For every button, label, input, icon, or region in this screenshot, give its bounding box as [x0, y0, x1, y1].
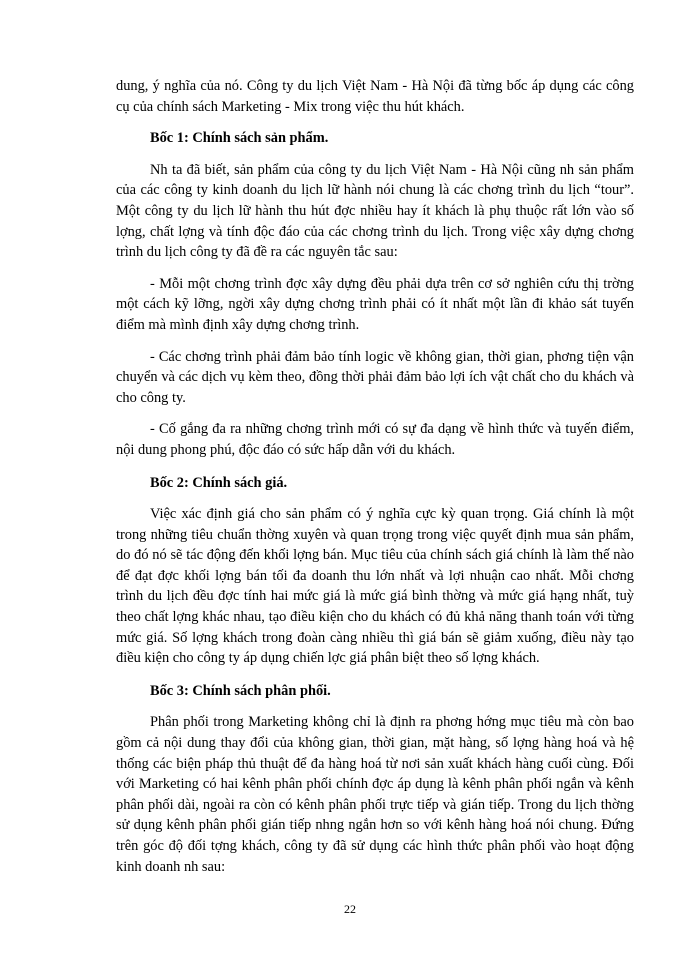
paragraph-intro-continued: dung, ý nghĩa của nó. Công ty du lịch Việt Nam - Hà Nội đã từng bốc áp dụng các công cụ của chính sách Marketing - Mix trong việc thu hút khách.	[116, 78, 634, 115]
paragraph-price-policy: Việc xác định giá cho sản phẩm có ý nghĩa cực kỳ quan trọng. Giá chính là một trong những tiêu chuẩn thờng xuyên và quan trọng trong việc quyết định mua sản phẩm, do đó nó sẽ tác động đến khối lợng bán. Mục tiêu của chính sách giá chính là làm thế nào để đạt đợc khối lợng bán tối đa doanh thu lớn nhất và lợi nhuận cao nhất. Mỗi chơng trình du lịch đều đợc tính hai mức giá là mức giá bình thờng và mức giá hạng nhất, tuỳ theo chất lợng khác nhau, tạo điều kiện cho du khách có đủ khả năng thanh toán với từng mức giá. Số lợng khách trong đoàn càng nhiều thì giá bán sẽ giảm xuống, điều này tạo điều kiện cho công ty áp dụng chiến lợc giá phân biệt theo số lợng khách.	[116, 506, 634, 667]
bullet-new-programs: - Cố gắng đa ra những chơng trình mới có sự đa dạng về hình thức và tuyến điểm, nội dung phong phú, độc đáo có sức hấp dẫn với du khách.	[116, 421, 634, 458]
heading-step-3-distribution-policy: Bốc 3: Chính sách phân phối.	[150, 682, 331, 699]
paragraph-distribution-policy: Phân phối trong Marketing không chỉ là định ra phơng hớng mục tiêu mà còn bao gồm cả nội dung thay đổi của không gian, thời gian, mặt hàng, số lợng hàng hoá và hệ thống các biện pháp thủ thuật để đa hàng hoá từ nơi sản xuất khách hàng cuối cùng. Đối với Marketing có hai kênh phân phối chính đợc áp dụng là kênh phân phối ngắn và kênh phân phối dài, ngoài ra còn có kênh phân phối trực tiếp và gián tiếp. Trong du lịch thờng sử dụng kênh phân phối gián tiếp nhng ngắn hơn so với kênh hàng hoá nói chung. Đứng trên góc độ đối tợng khách, công ty đã sử dụng các hình thức phân phối vào hoạt động kinh doanh nh sau:	[116, 714, 634, 875]
bullet-market-research: - Mỗi một chơng trình đợc xây dựng đều phải dựa trên cơ sở nghiên cứu thị trờng một cách kỹ lỡng, ngời xây dựng chơng trình phải có ít nhất một lần đi khảo sát tuyến điểm mà mình định xây dựng chơng trình.	[116, 275, 634, 333]
heading-step-2-price-policy: Bốc 2: Chính sách giá.	[150, 474, 288, 491]
bullet-logic-itinerary: - Các chơng trình phải đảm bảo tính logic về không gian, thời gian, phơng tiện vận chuyển và các dịch vụ kèm theo, đồng thời phải đảm bảo lợi ích vật chất cho du khách và cho công ty.	[116, 348, 634, 406]
heading-step-1-product-policy: Bốc 1: Chính sách sản phẩm.	[150, 130, 329, 147]
page-number: 22	[344, 902, 356, 916]
document-body	[116, 76, 634, 877]
paragraph-product-policy: Nh ta đã biết, sản phẩm của công ty du lịch Việt Nam - Hà Nội cũng nh sản phẩm của các công ty kinh doanh du lịch lữ hành nói chung là các chơng trình du lịch “tour”. Một công ty du lịch lữ hành thu hút đợc nhiều hay ít khách là phụ thuộc rất lớn vào số lợng, chất lợng và tính độc đáo của các chơng trình du lịch. Trong việc xây dựng chơng trình du lịch công ty đã đề ra các nguyên tắc sau:	[116, 161, 634, 261]
